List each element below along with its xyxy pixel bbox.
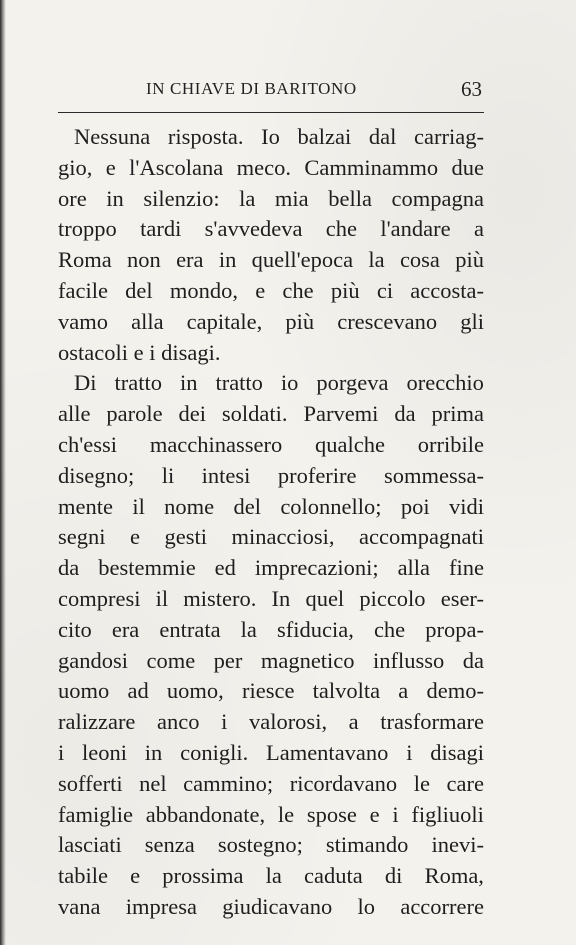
text-line: uomo ad uomo, riesce talvolta a demo- bbox=[58, 678, 484, 704]
text-line: i leoni in conigli. Lamentavano i disagi bbox=[58, 739, 484, 765]
header-rule bbox=[58, 112, 484, 113]
text-line: vana impresa giudicavano lo accorrere bbox=[58, 893, 484, 919]
text-line: Roma non era in quell'epoca la cosa più bbox=[58, 247, 484, 273]
text-line: ch'essi macchinassero qualche orribile bbox=[58, 431, 484, 457]
text-line: disegno; li intesi proferire sommessa- bbox=[58, 462, 484, 488]
text-line: ralizzare anco i valorosi, a trasformare bbox=[58, 709, 484, 735]
text-line: tabile e prossima la caduta di Roma, bbox=[58, 863, 484, 889]
text-line: facile del mondo, e che più ci accosta- bbox=[58, 277, 484, 303]
body-text bbox=[58, 122, 484, 923]
text-line: segni e gesti minacciosi, accompagnati bbox=[58, 524, 484, 550]
running-head: IN CHIAVE DI BARITONO bbox=[146, 79, 357, 98]
text-line: ostacoli e i disagi. bbox=[58, 339, 221, 365]
text-line: cito era entrata la sfiducia, che propa- bbox=[58, 616, 484, 642]
text-line: gio, e l'Ascolana meco. Camminammo due bbox=[58, 154, 484, 180]
text-line: sofferti nel cammino; ricordavano le care bbox=[58, 770, 484, 796]
text-line: da bestemmie ed imprecazioni; alla fine bbox=[58, 555, 484, 581]
text-line: gandosi come per magnetico influsso da bbox=[58, 647, 484, 673]
text-line: troppo tardi s'avvedeva che l'andare a bbox=[58, 216, 484, 242]
text-line: lasciati senza sostegno; stimando inevi- bbox=[58, 832, 484, 858]
page-header bbox=[58, 77, 484, 105]
text-line: Di tratto in tratto io porgeva orecchio bbox=[74, 370, 484, 396]
text-line: vamo alla capitale, più crescevano gli bbox=[58, 308, 484, 334]
page-number: 63 bbox=[461, 77, 482, 101]
text-line: famiglie abbandonate, le spose e i figliuoli bbox=[58, 801, 484, 827]
text-line: mente il nome del colonnello; poi vidi bbox=[58, 493, 484, 519]
text-line: Nessuna risposta. Io balzai dal carriag- bbox=[74, 124, 484, 149]
text-line: compresi il mistero. In quel piccolo eser- bbox=[58, 585, 484, 611]
binding-shadow bbox=[0, 0, 6, 945]
text-line: alle parole dei soldati. Parvemi da prima bbox=[58, 401, 484, 427]
text-line: ore in silenzio: la mia bella compagna bbox=[58, 185, 484, 211]
